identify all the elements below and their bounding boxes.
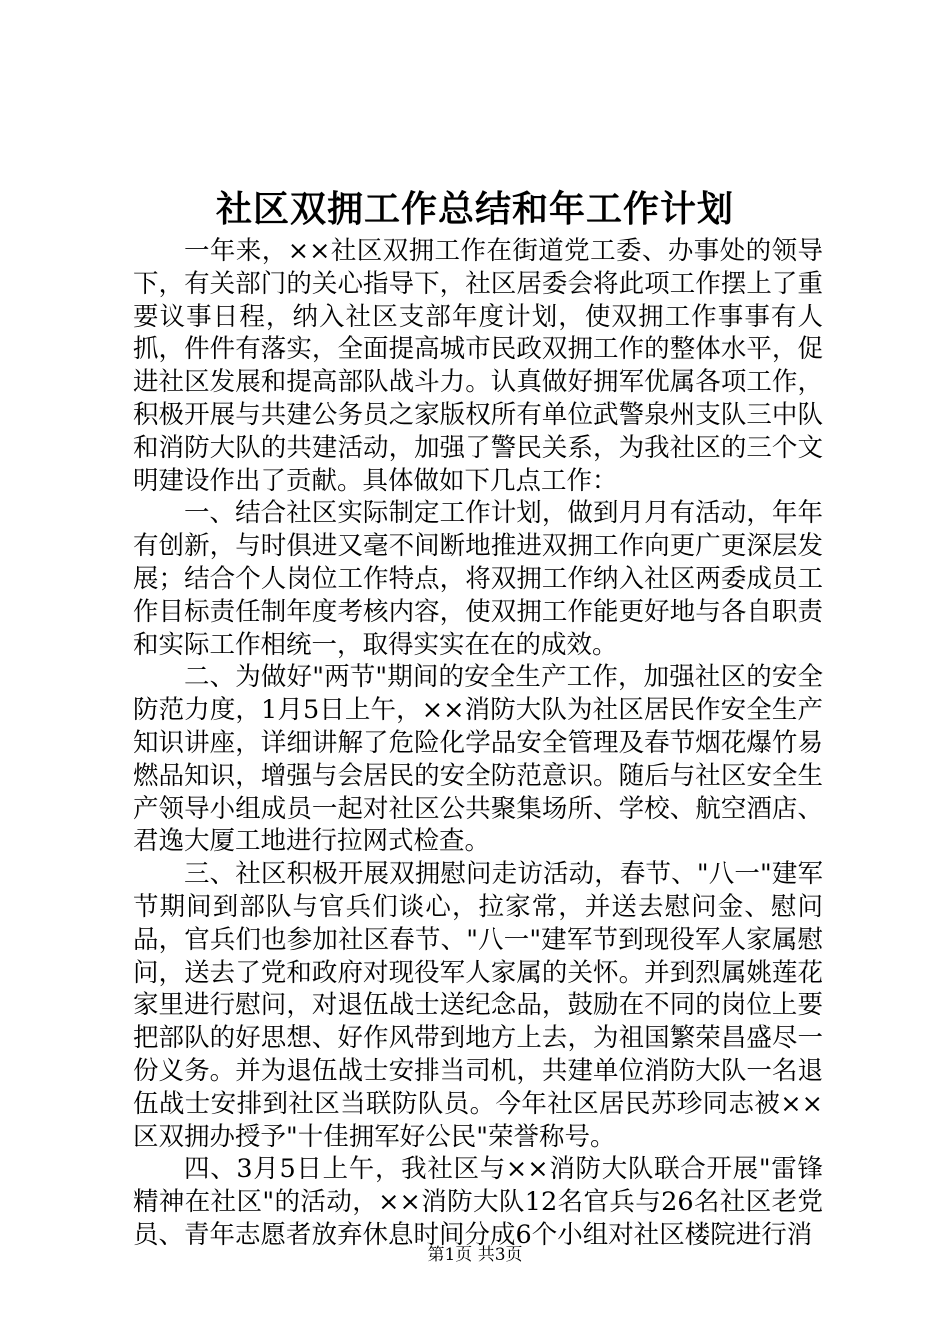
document-body	[133, 235, 823, 1252]
page-number-footer: 第1页 共3页	[427, 1245, 523, 1265]
paragraph-item-2: 二、为做好"两节"期间的安全生产工作，加强社区的安全防范力度，1月5日上午，××消防大队为社区居民作安全生产知识讲座，详细讲解了危险化学品安全管理及春节烟花爆竹易燃品知识，增强与会居民的安全防范意识。随后与社区安全生产领导小组成员一起对社区公共聚集场所、学校、航空酒店、君逸大厦工地进行拉网式检查。	[133, 662, 823, 857]
document-title: 社区双拥工作总结和年工作计划	[215, 188, 734, 230]
paragraph-item-1: 一、结合社区实际制定工作计划，做到月月有活动，年年有创新，与时俱进又毫不间断地推进双拥工作向更广更深层发展；结合个人岗位工作特点，将双拥工作纳入社区两委成员工作目标责任制年度考核内容，使双拥工作能更好地与各自职责和实际工作相统一，取得实实在在的成效。	[133, 498, 823, 660]
paragraph-item-3: 三、社区积极开展双拥慰问走访活动，春节、"八一"建军节期间到部队与官兵们谈心，拉家常，并送去慰问金、慰问品，官兵们也参加社区春节、"八一"建军节到现役军人家属慰问，送去了党和政府对现役军人家属的关怀。并到烈属姚莲花家里进行慰问，对退伍战士送纪念品，鼓励在不同的岗位上要把部队的好思想、好作风带到地方上去，为祖国繁荣昌盛尽一份义务。并为退伍战士安排当司机，共建单位消防大队一名退伍战士安排到社区当联防队员。今年社区居民苏珍同志被××区双拥办授予"十佳拥军好公民"荣誉称号。	[133, 859, 823, 1152]
paragraph-item-4: 四、3月5日上午，我社区与××消防大队联合开展"雷锋精神在社区"的活动，××消防大队12名官兵与26名社区老党员、青年志愿者放弃休息时间分成6个小组对社区楼院进行消	[133, 1154, 823, 1250]
paragraph-intro: 一年来，××社区双拥工作在街道党工委、办事处的领导下，有关部门的关心指导下，社区居委会将此项工作摆上了重要议事日程，纳入社区支部年度计划，使双拥工作事事有人抓，件件有落实，全面提高城市民政双拥工作的整体水平，促进社区发展和提高部队战斗力。认真做好拥军优属各项工作，积极开展与共建公务员之家版权所有单位武警泉州支队三中队和消防大队的共建活动，加强了警民关系，为我社区的三个文明建设作出了贡献。具体做如下几点工作：	[133, 236, 823, 496]
